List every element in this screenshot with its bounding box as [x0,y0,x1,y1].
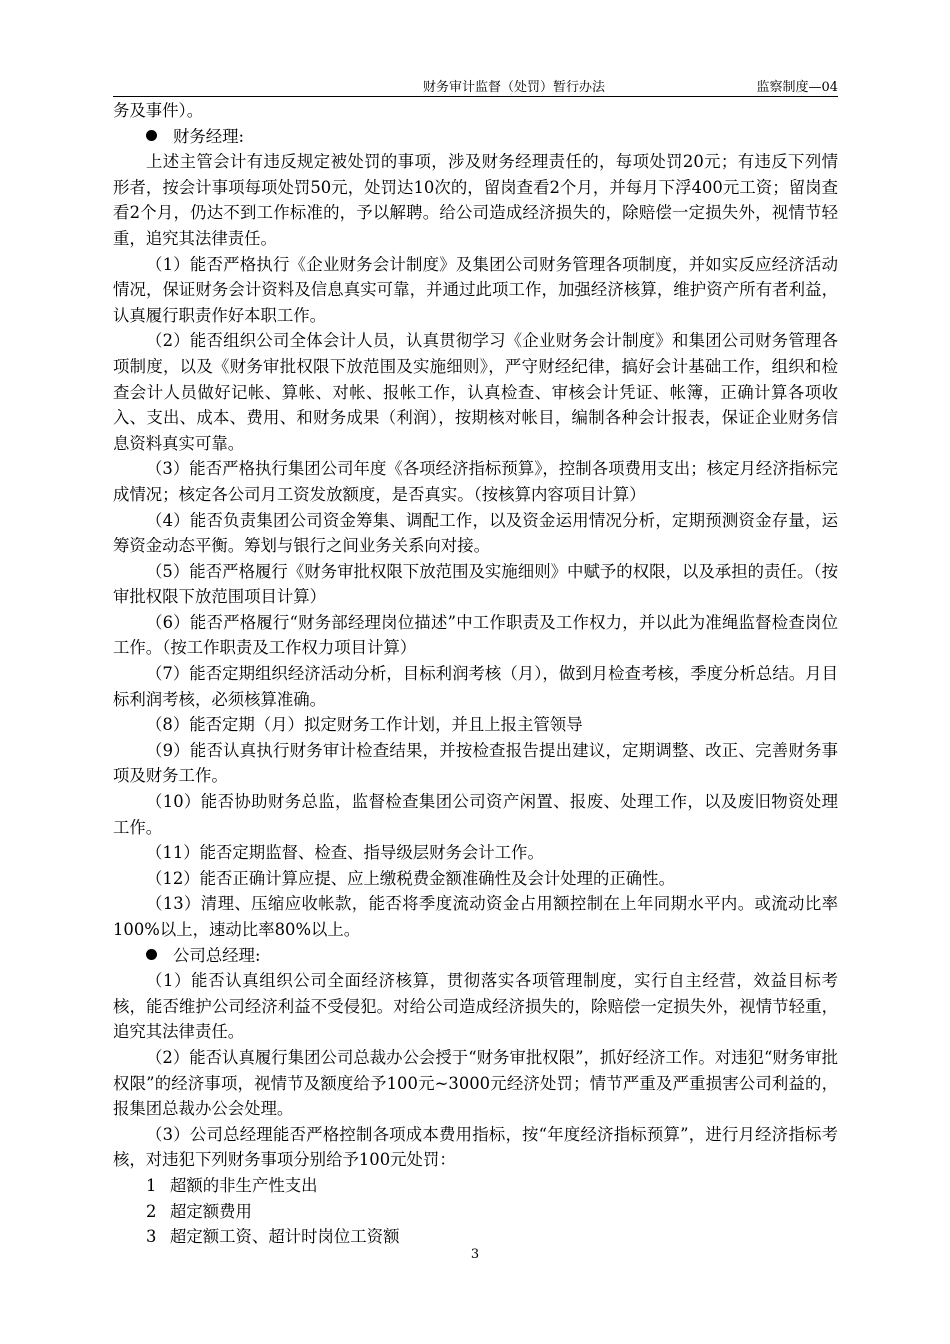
section-heading-text: 财务经理: [173,126,245,146]
paragraph: （7）能否定期组织经济活动分析，目标利润考核（月），做到月检查考核，季度分析总结。月目标利润考核，必须核算准确。 [113,664,838,709]
header-code: 监察制度—04 [756,80,838,95]
bullet-icon [146,949,157,960]
paragraph: （4）能否负责集团公司资金筹集、调配工作，以及资金运用情况分析，定期预测资金存量，运筹资金动态平衡。筹划与银行之间业务关系向对接。 [113,510,838,556]
list-item [113,1224,838,1250]
list-item-text: 超定额费用 [170,1201,252,1221]
paragraph: （6）能否严格履行“财务部经理岗位描述”中工作职责及工作权力，并以此为准绳监督检查岗位工作。（按工作职责及工作权力项目计算） [113,612,838,658]
paragraph: （12）能否正确计算应提、应上缴税费金额准确性及会计处理的正确性。 [146,868,675,888]
paragraph: （3）能否严格执行集团公司年度《各项经济指标预算》，控制各项费用支出；核定月经济指标完成情况；核定各公司月工资发放额度，是否真实。（按核算内容项目计算） [113,459,838,504]
paragraph: （1）能否严格执行《企业财务会计制度》及集团公司财务管理各项制度，并如实反应经济活动情况，保证财务会计资料及信息真实可靠，并通过此项工作，加强经济核算，维护资产所有者利益，认真履行职责作好本职工作。 [113,254,838,325]
section-heading-finance-manager [113,124,838,150]
page-header [113,74,838,97]
paragraph: （8）能否定期（月）拟定财务工作计划，并且上报主管领导 [146,715,583,735]
section-heading-general-manager [113,943,838,969]
document-body [113,98,838,1250]
list-item-text: 超定额工资、超计时岗位工资额 [170,1227,400,1247]
paragraph: （2）能否认真履行集团公司总裁办公会授于“财务审批权限”，抓好经济工作。对违犯“财务审批权限”的经济事项，视情节及额度给予100元~3000元经济处罚；情节严重及严重损害公司利益的，报集团总裁办公会处理。 [113,1047,838,1119]
paragraph: （13）清理、压缩应收帐款，能否将季度流动资金占用额控制在上年同期水平内。或流动比率100%以上，速动比率80%以上。 [113,894,838,939]
page-number: 3 [470,1247,480,1262]
list-item-number: 2 [146,1201,157,1221]
list-item [113,1173,838,1199]
paragraph: （2）能否组织公司全体会计人员，认真贯彻学习《企业财务会计制度》和集团公司财务管理各项制度，以及《财务审批权限下放范围及实施细则》，严守财经纪律，搞好会计基础工作，组织和检查会计人员做好记帐、算帐、对帐、报帐工作，认真检查、审核会计凭证、帐簿，正确计算各项收入、支出、成本、费用、和财务成果（利润），按期核对帐目，编制各种会计报表，保证企业财务信息资料真实可靠。 [113,331,838,453]
paragraph: （9）能否认真执行财务审计检查结果，并按检查报告提出建议，定期调整、改正、完善财务事项及财务工作。 [113,740,838,786]
list-item-number: 1 [146,1175,157,1195]
bullet-icon [146,130,157,141]
paragraph: （11）能否定期监督、检查、指导级层财务会计工作。 [146,843,544,863]
header-title: 财务审计监督（处罚）暂行办法 [423,80,606,95]
paragraph: （1）能否认真组织公司全面经济核算，贯彻落实各项管理制度，实行自主经营，效益目标考核，能否维护公司经济利益不受侵犯。对给公司造成经济损失的，除赔偿一定损失外，视情节轻重，追究其法律责任。 [113,971,838,1042]
paragraph: 上述主管会计有违反规定被处罚的事项，涉及财务经理责任的，每项处罚20元；有违反下列情形者，按会计事项每项处罚50元，处罚达10次的，留岗查看2个月，并每月下浮400元工资；留岗查看2个月，仍达不到工作标准的，予以解聘。给公司造成经济损失的，除赔偿一定损失外，视情节轻重，追究其法律责任。 [113,152,838,248]
paragraph: （10）能否协助财务总监，监督检查集团公司资产闲置、报废、处理工作，以及废旧物资处理工作。 [113,792,838,837]
list-item [113,1199,838,1225]
list-item-text: 超额的非生产性支出 [170,1175,318,1195]
paragraph: （3）公司总经理能否严格控制各项成本费用指标，按“年度经济指标预算”，进行月经济指标考核，对违犯下列财务事项分别给予100元处罚： [113,1124,838,1170]
paragraph: （5）能否严格履行《财务审批权限下放范围及实施细则》中赋予的权限，以及承担的责任。（按审批权限下放范围项目计算） [113,561,838,607]
list-item-number: 3 [146,1227,157,1247]
section-heading-text: 公司总经理: [173,945,261,965]
paragraph-continuation: 务及事件）。 [113,101,204,120]
